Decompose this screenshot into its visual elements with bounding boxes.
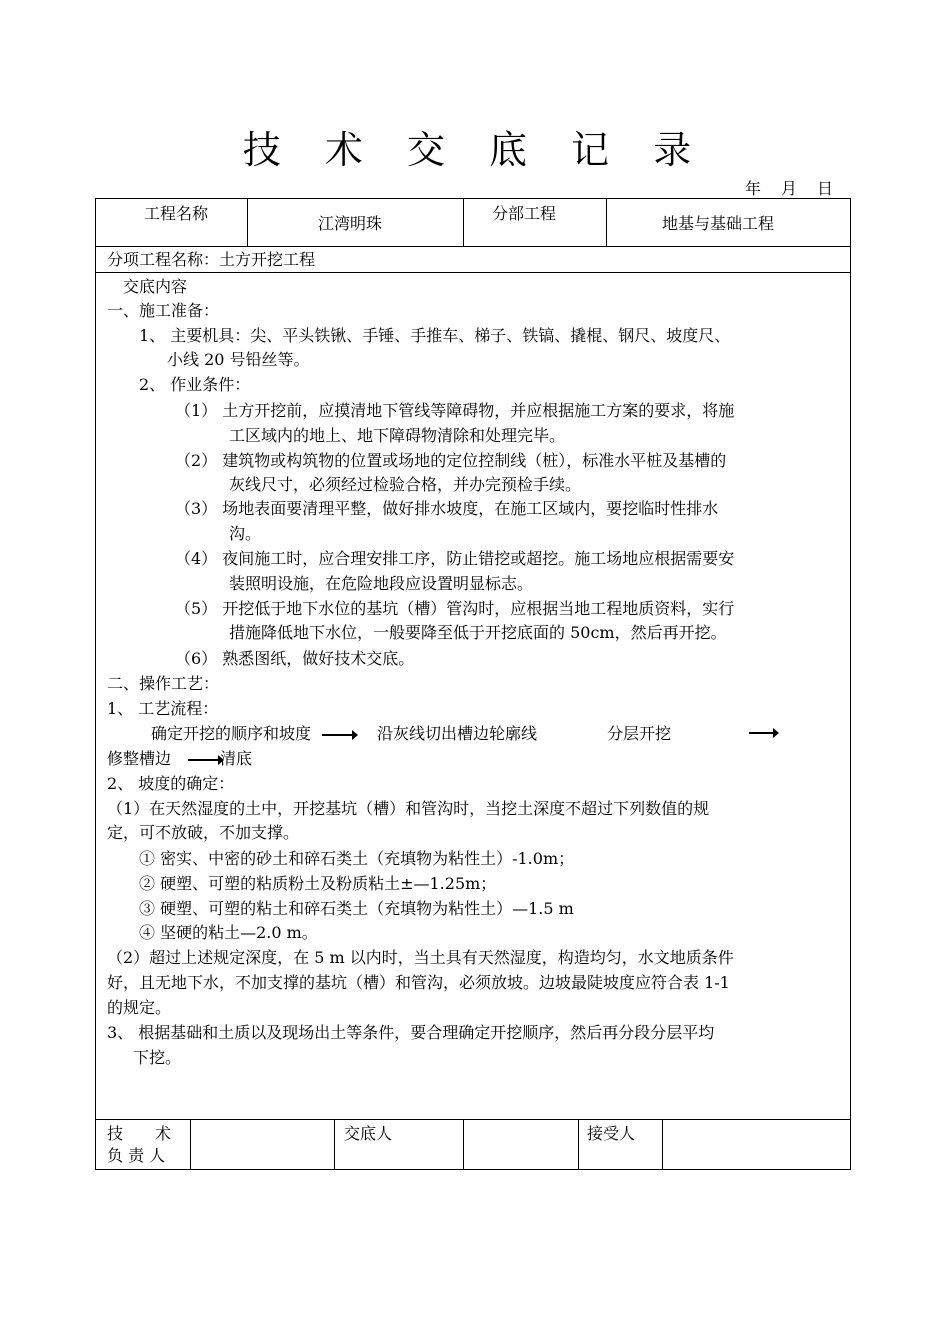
content-line: （6） 熟悉图纸，做好技术交底。 bbox=[175, 649, 415, 668]
content-line: 3、 根据基础和土质以及现场出土等条件，要合理确定开挖顺序，然后再分段分层平均 bbox=[107, 1023, 715, 1042]
content-line: ② 硬塑、可塑的粘质粉土及粉质粘土±—1.25m； bbox=[139, 874, 497, 893]
document-title: 技 术 交 底 记 录 bbox=[242, 128, 708, 172]
content-line: 灰线尺寸，必须经过检验合格，并办完预检手续。 bbox=[229, 475, 582, 494]
content-line: （4） 夜间施工时，应合理安排工序，防止错挖或超挖。施工场地应根据需要安 bbox=[175, 549, 735, 568]
division-label: 分部工程 bbox=[492, 204, 557, 223]
content-line: 2、 作业条件： bbox=[139, 375, 251, 394]
content-line: 一、施工准备： bbox=[107, 301, 220, 320]
flow-step: 分层开挖 bbox=[607, 724, 672, 743]
content-line: 小线 20 号铅丝等。 bbox=[167, 350, 310, 369]
tech-lead-label-line: 负 责 人 bbox=[107, 1146, 166, 1165]
content-line: 1、 主要机具：尖、平头铁锹、手锤、手推车、梯子、铁镐、撬棍、钢尺、坡度尺、 bbox=[139, 326, 731, 345]
content-line: （5） 开挖低于地下水位的基坑（槽）管沟时，应根据当地工程地质资料，实行 bbox=[175, 599, 735, 618]
flow-step: 沿灰线切出槽边轮廓线 bbox=[377, 724, 538, 743]
content-line: 2、 坡度的确定： bbox=[107, 774, 235, 793]
flow-step: 修整槽边 bbox=[107, 749, 172, 768]
content-line: （1） 土方开挖前，应摸清地下管线等障碍物，并应根据施工方案的要求，将施 bbox=[175, 401, 735, 420]
division-value: 地基与基础工程 bbox=[662, 214, 775, 233]
tech-lead-label-line: 技 术 bbox=[107, 1124, 172, 1143]
receiver-label: 接受人 bbox=[587, 1124, 636, 1143]
content-line: ① 密实、中密的砂土和碎石类土（充填物为粘性土）-1.0m； bbox=[139, 849, 575, 868]
handover-label: 交底人 bbox=[344, 1124, 393, 1143]
content-line: 的规定。 bbox=[107, 998, 172, 1017]
date-day: 日 bbox=[817, 179, 834, 198]
content-heading: 交底内容 bbox=[123, 277, 188, 296]
content-line: 装照明设施，在危险地段应设置明显标志。 bbox=[229, 574, 534, 593]
date-month: 月 bbox=[781, 179, 798, 198]
date-line bbox=[745, 176, 833, 199]
date-year: 年 bbox=[745, 179, 762, 198]
project-name-label: 工程名称 bbox=[144, 204, 209, 223]
subitem-name: 分项工程名称：土方开挖工程 bbox=[107, 250, 316, 269]
content-line: 工区域内的地上、地下障碍物清除和处理完毕。 bbox=[229, 426, 566, 445]
content-line: 定，可不放破，不加支撑。 bbox=[107, 823, 300, 842]
content-line: （2） 建筑物或构筑物的位置或场地的定位控制线（桩），标准水平桩及基槽的 bbox=[175, 451, 727, 470]
content-line: 下挖。 bbox=[133, 1048, 182, 1067]
flow-step: 清底 bbox=[220, 749, 253, 768]
flow-arrow-icon bbox=[749, 727, 779, 739]
content-line: 好，且无地下水，不加支撑的基坑（槽）和管沟，必须放坡。边坡最陡坡度应符合表 1-1 bbox=[107, 973, 730, 992]
content-line: （3） 场地表面要清理平整，做好排水坡度，在施工区域内，要挖临时性排水 bbox=[175, 499, 719, 518]
record-table bbox=[95, 198, 851, 1170]
content-line: 二、操作工艺： bbox=[107, 674, 220, 693]
content-line: ③ 硬塑、可塑的粘土和碎石类土（充填物为粘性土）—1.5 m bbox=[139, 899, 574, 918]
content-line: 1、 工艺流程： bbox=[107, 699, 219, 718]
tech-lead-label bbox=[107, 1123, 171, 1167]
flow-arrow-icon bbox=[322, 729, 358, 741]
flow-arrow-icon bbox=[188, 754, 224, 766]
content-line: 沟。 bbox=[229, 524, 262, 543]
project-name-value: 江湾明珠 bbox=[318, 214, 383, 233]
content-line: ④ 坚硬的粘土—2.0 m。 bbox=[139, 923, 318, 942]
content-line: （2）超过上述规定深度，在 5 m 以内时，当土具有天然湿度，构造均匀，水文地质条件 bbox=[107, 948, 734, 967]
flow-step: 确定开挖的顺序和坡度 bbox=[151, 724, 312, 743]
content-line: 措施降低地下水位，一般要降至低于开挖底面的 50cm，然后再开挖。 bbox=[229, 623, 727, 642]
content-line: （1）在天然湿度的土中，开挖基坑（槽）和管沟时，当挖土深度不超过下列数值的规 bbox=[107, 799, 710, 818]
